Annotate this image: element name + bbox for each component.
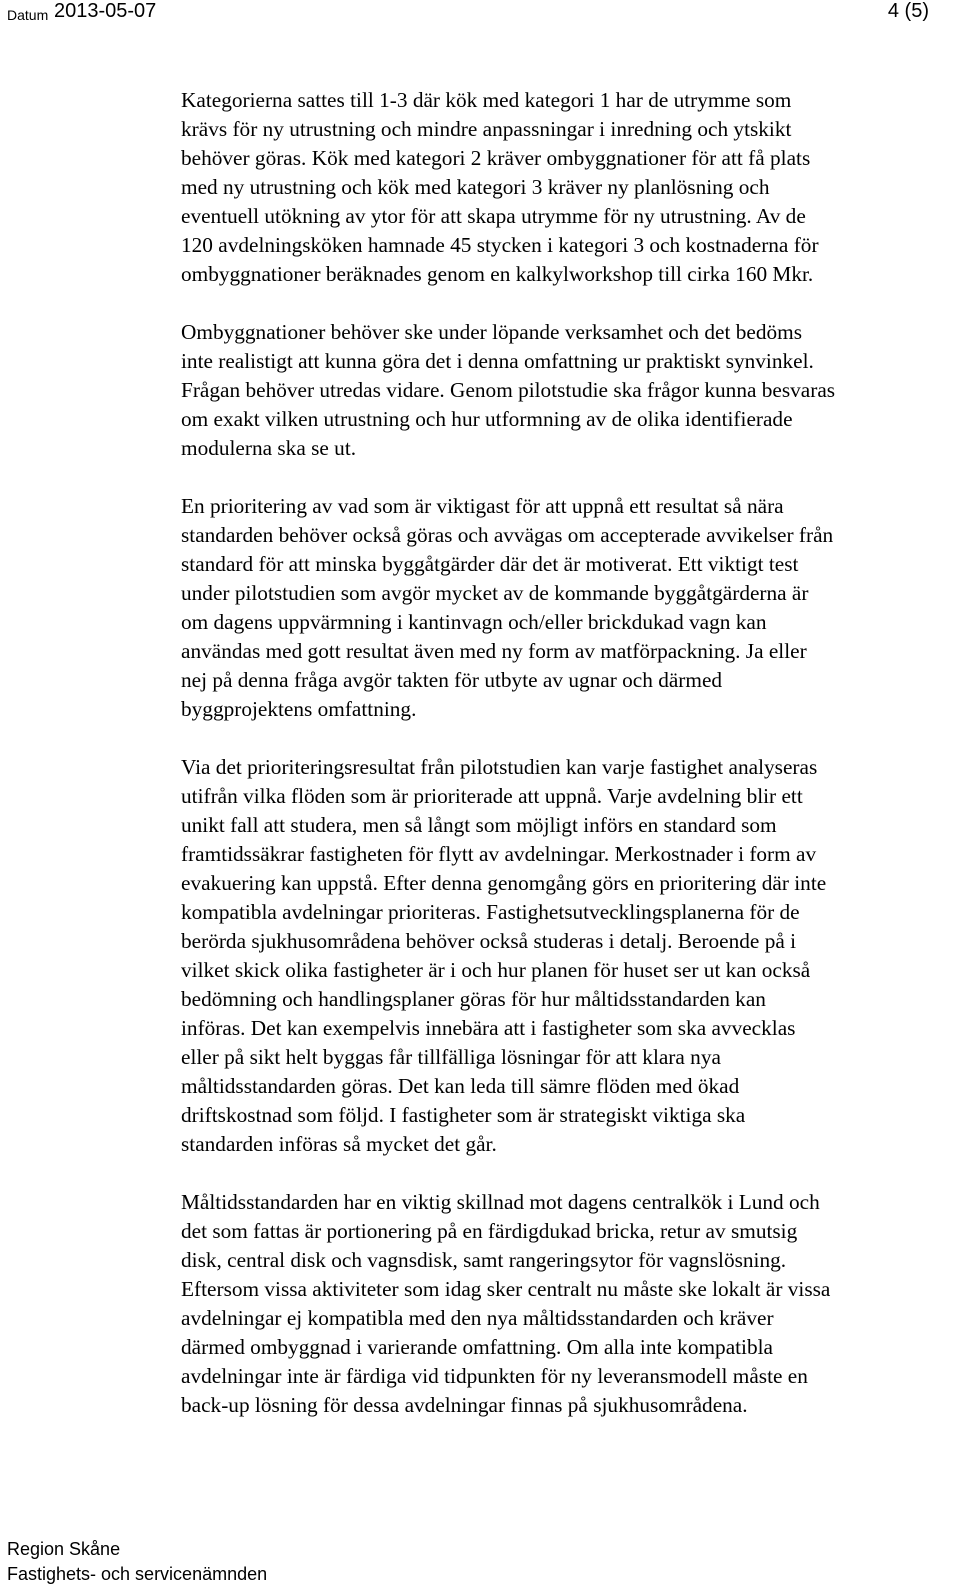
paragraph <box>181 492 956 724</box>
paragraph-line: evakuering kan uppstå. Efter denna genomgång görs en prioritering där inte <box>181 871 827 895</box>
document-body <box>181 86 956 1420</box>
paragraph-line: standarden införas så mycket det går. <box>181 1132 497 1156</box>
paragraph-line: vilket skick olika fastigheter är i och hur planen för huset ser ut kan också <box>181 958 811 982</box>
paragraph-line: utifrån vilka flöden som är prioriterade att uppnå. Varje avdelning blir ett <box>181 784 803 808</box>
paragraph-line: En prioritering av vad som är viktigast för att uppnå ett resultat så nära <box>181 494 784 518</box>
paragraph-line: berörda sjukhusområdena behöver också studeras i detalj. Beroende på i <box>181 929 797 953</box>
paragraph-line: därmed ombyggnad i varierande omfattning. Om alla inte kompatibla <box>181 1335 773 1359</box>
paragraph-line: det som fattas är portionering på en färdigdukad bricka, retur av smutsig <box>181 1219 798 1243</box>
paragraph-line: 120 avdelningsköken hamnade 45 stycken i kategori 3 och kostnaderna för <box>181 233 819 257</box>
paragraph-line: driftskostnad som följd. I fastigheter som är strategiskt viktiga ska <box>181 1103 746 1127</box>
paragraph-line: användas med gott resultat även med ny form av matförpackning. Ja eller <box>181 639 807 663</box>
paragraph-line: modulerna ska se ut. <box>181 436 357 460</box>
paragraph-line: införas. Det kan exempelvis innebära att i fastigheter som ska avvecklas <box>181 1016 796 1040</box>
paragraph-line: eventuell utökning av ytor för att skapa utrymme för ny utrustning. Av de <box>181 204 806 228</box>
paragraph <box>181 86 956 289</box>
paragraph-line: krävs för ny utrustning och mindre anpassningar i inredning och ytskikt <box>181 117 792 141</box>
paragraph-line: unikt fall att studera, men så långt som möjligt införs en standard som <box>181 813 777 837</box>
paragraph <box>181 318 956 463</box>
paragraph-line: eller på sikt helt byggas får tillfälliga lösningar för att klara nya <box>181 1045 721 1069</box>
paragraph <box>181 753 956 1159</box>
paragraph-line: nej på denna fråga avgör takten för utbyte av ugnar och därmed <box>181 668 723 692</box>
paragraph-line: avdelningar inte är färdiga vid tidpunkten för ny leveransmodell måste en <box>181 1364 808 1388</box>
paragraph-line: Ombyggnationer behöver ske under löpande verksamhet och det bedöms <box>181 320 802 344</box>
paragraph-line: standard för att minska byggåtgärder där det är motiverat. Ett viktigt test <box>181 552 799 576</box>
date-label: Datum <box>7 7 49 23</box>
paragraph-line: disk, central disk och vagnsdisk, samt rangeringsytor för vagnslösning. <box>181 1248 787 1272</box>
paragraph-line: Kategorierna sattes till 1-3 där kök med kategori 1 har de utrymme som <box>181 88 792 112</box>
paragraph-line: behöver göras. Kök med kategori 2 kräver ombyggnationer för att få plats <box>181 146 811 170</box>
paragraph-line: Via det prioriteringsresultat från pilotstudien kan varje fastighet analyseras <box>181 755 818 779</box>
paragraph-line: om exakt vilken utrustning och hur utformning av de olika identifierade <box>181 407 793 431</box>
paragraph-line: kompatibla avdelningar prioriteras. Fastighetsutvecklingsplanerna för de <box>181 900 800 924</box>
paragraph-line: framtidssäkrar fastigheten för flytt av avdelningar. Merkostnader i form av <box>181 842 817 866</box>
paragraph-line: Måltidsstandarden har en viktig skillnad mot dagens centralkök i Lund och <box>181 1190 820 1214</box>
paragraph-line: under pilotstudien som avgör mycket av de kommande byggåtgärderna är <box>181 581 809 605</box>
paragraph-line: back-up lösning för dessa avdelningar finnas på sjukhusområdena. <box>181 1393 748 1417</box>
paragraph-line: avdelningar ej kompatibla med den nya måltidsstandarden och kräver <box>181 1306 774 1330</box>
paragraph-line: om dagens uppvärmning i kantinvagn och/eller brickdukad vagn kan <box>181 610 767 634</box>
document-date: 2013-05-07 <box>54 0 157 22</box>
page-number: 4 (5) <box>887 0 929 22</box>
footer-organization: Region Skåne <box>7 1539 121 1559</box>
paragraph <box>181 1188 956 1420</box>
paragraph-line: byggprojektens omfattning. <box>181 697 417 721</box>
page-header <box>7 0 953 28</box>
paragraph-line: med ny utrustning och kök med kategori 3 kräver ny planlösning och <box>181 175 770 199</box>
paragraph-line: inte realistigt att kunna göra det i denna omfattning ur praktiskt synvinkel. <box>181 349 814 373</box>
paragraph-line: måltidsstandarden göras. Det kan leda till sämre flöden med ökad <box>181 1074 740 1098</box>
paragraph-line: Frågan behöver utredas vidare. Genom pilotstudie ska frågor kunna besvaras <box>181 378 836 402</box>
paragraph-line: ombyggnationer beräknades genom en kalkylworkshop till cirka 160 Mkr. <box>181 262 814 286</box>
page-footer <box>7 1537 267 1587</box>
paragraph-line: bedömning och handlingsplaner göras för hur måltidsstandarden kan <box>181 987 766 1011</box>
paragraph-line: standarden behöver också göras och avvägas om accepterade avvikelser från <box>181 523 834 547</box>
footer-department: Fastighets- och servicenämnden <box>7 1564 268 1584</box>
paragraph-line: Eftersom vissa aktiviteter som idag sker centralt nu måste ske lokalt är vissa <box>181 1277 831 1301</box>
